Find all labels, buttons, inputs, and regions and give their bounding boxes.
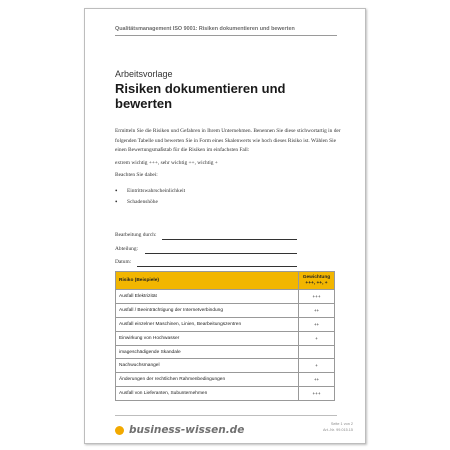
department-label: Abteilung: (115, 246, 139, 252)
document-page (84, 8, 366, 444)
intro-section (115, 127, 345, 208)
risk-cell[interactable]: Einwirkung von Hochwasser (116, 331, 299, 345)
table-row (116, 387, 335, 401)
risk-cell[interactable]: Änderungen der rechtlichen Rahmenbedingungen (116, 373, 299, 387)
risk-cell[interactable]: Ausfall von Lieferanten, Subunternehmen (116, 387, 299, 401)
consider-label: Beachten Sie dabei: (115, 171, 158, 178)
weight-cell[interactable]: + (299, 359, 335, 373)
footer-divider (115, 415, 337, 416)
table-row (116, 331, 335, 345)
weight-cell[interactable]: +++ (299, 290, 335, 304)
processed-by-label: Bearbeitung durch: (115, 232, 157, 238)
table-row (116, 345, 335, 359)
footer-meta (323, 421, 353, 433)
column-header-risk: Risiko (Beispiele) (116, 272, 299, 290)
date-label: Datum: (115, 259, 132, 265)
running-header: Qualitätsmanagement ISO 9001: Risiken dokumentieren und bewerten (115, 26, 295, 32)
weight-header-line2: +++, ++, + (305, 280, 328, 286)
risk-cell[interactable]: Ausfall einzelner Maschinen, Linien, Bearbeitungszentren (116, 317, 299, 331)
brand-logo[interactable] (115, 422, 244, 438)
weight-cell[interactable]: ++ (299, 373, 335, 387)
list-item: • Eintrittswahrscheinlichkeit (115, 186, 345, 197)
processed-by-line[interactable] (162, 239, 297, 240)
department-line[interactable] (145, 253, 297, 254)
weight-cell[interactable]: +++ (299, 387, 335, 401)
weight-cell[interactable]: ++ (299, 317, 335, 331)
document-title: Risiken dokumentieren und bewerten (115, 81, 286, 111)
brand-dot-icon (115, 426, 124, 435)
article-number: Art.-Nr. 99.015.15 (323, 428, 353, 432)
weight-cell[interactable]: ++ (299, 303, 335, 317)
table-header-row (116, 272, 335, 290)
table-row (116, 303, 335, 317)
weight-cell[interactable] (299, 345, 335, 359)
brand-name: business-wissen.de (129, 424, 245, 436)
risk-cell[interactable]: Nachwuchsmangel (116, 359, 299, 373)
page-number: Seite 1 von 2 (330, 422, 353, 426)
column-header-weight (299, 272, 335, 290)
intro-paragraph: Ermitteln Sie die Risiken und Gefahren in Ihrem Unternehmen. Benennen Sie diese stichwortartig in der folgenden Tabelle und bewerten Sie in Form eines Skalenwerts wie hoch dieses Risiko ist. Wählen Sie einen Bewertungsmaßstab für die Risiken im einfachsten Fall: (115, 128, 341, 153)
risk-cell[interactable]: imageschädigende Skandale (116, 345, 299, 359)
risk-table (115, 271, 335, 401)
risk-cell[interactable]: Ausfall Elektrizität (116, 290, 299, 304)
rating-scale: extrem wichtig +++, sehr wichtig ++, wichtig + (115, 159, 218, 166)
document-kicker: Arbeitsvorlage (115, 69, 173, 79)
date-line[interactable] (137, 266, 297, 267)
weight-cell[interactable]: + (299, 331, 335, 345)
consider-list (115, 186, 345, 208)
weight-header-line1: Gewichtung (302, 275, 331, 281)
table-row (116, 373, 335, 387)
header-divider (115, 35, 337, 36)
table-row (116, 317, 335, 331)
risk-cell[interactable]: Ausfall / Beeinträchtigung der Internetverbindung (116, 303, 299, 317)
list-item: • Schadenshöhe (115, 197, 345, 208)
table-row (116, 290, 335, 304)
table-row (116, 359, 335, 373)
